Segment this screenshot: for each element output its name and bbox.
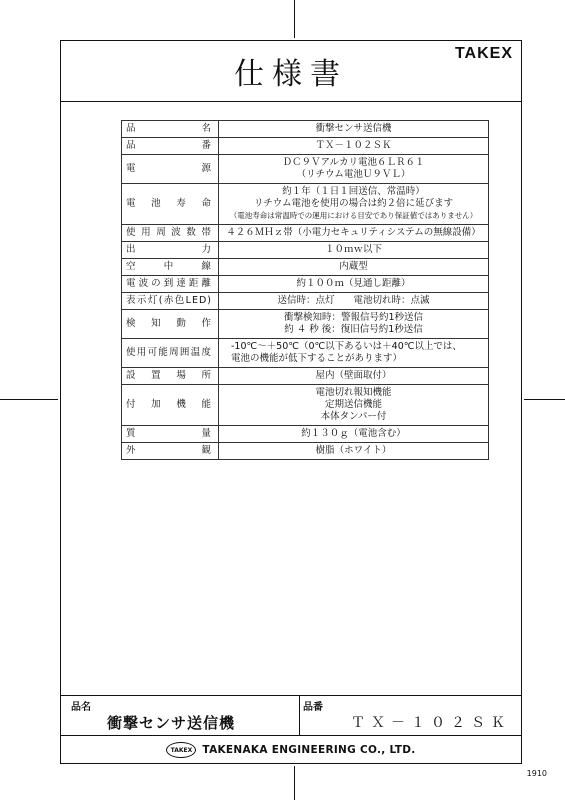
spec-value-line: 送信時：点灯 電池切れ時：点滅 bbox=[277, 295, 430, 306]
spec-label: 設置場所 bbox=[122, 368, 219, 385]
spec-row bbox=[122, 339, 489, 368]
spec-row bbox=[122, 426, 489, 443]
spec-table bbox=[121, 120, 489, 460]
spec-value bbox=[219, 426, 489, 443]
spec-value-line: 電池の機能が低下することがあります） bbox=[231, 353, 403, 364]
spec-row bbox=[122, 225, 489, 242]
product-number-label: 品番 bbox=[303, 702, 323, 713]
spec-row bbox=[122, 368, 489, 385]
spec-row bbox=[122, 293, 489, 310]
brand-logo: TAKEX bbox=[454, 45, 513, 62]
spec-value bbox=[219, 155, 489, 184]
spec-value-line: （リチウム電池Ｕ９ＶＬ） bbox=[296, 169, 411, 180]
spec-label: 品番 bbox=[122, 138, 219, 155]
spec-row bbox=[122, 276, 489, 293]
spec-label: 品名 bbox=[122, 121, 219, 138]
spec-value bbox=[219, 184, 489, 225]
spec-value-line: ＤＣ９Ｖアルカリ電池６ＬＲ６１ bbox=[282, 157, 425, 168]
spec-row bbox=[122, 310, 489, 339]
company-logo-icon: TAKEX bbox=[166, 742, 196, 758]
spec-value-line: 衝撃センサ送信機 bbox=[315, 123, 392, 134]
spec-label: 電池寿命 bbox=[122, 184, 219, 225]
crop-mark-top bbox=[294, 0, 295, 38]
spec-value bbox=[219, 443, 489, 460]
spec-value bbox=[219, 310, 489, 339]
spec-value-line: 内蔵型 bbox=[339, 261, 368, 272]
product-number-value: ＴＸ－１０２ＳＫ bbox=[351, 715, 511, 731]
spec-row bbox=[122, 385, 489, 426]
spec-label: 付加機能 bbox=[122, 385, 219, 426]
crop-mark-left bbox=[0, 399, 58, 400]
spec-label: 空中線 bbox=[122, 259, 219, 276]
spec-value bbox=[219, 138, 489, 155]
spec-label: 使用周波数帯 bbox=[122, 225, 219, 242]
spec-value-line: 約１年（１日１回送信、常温時） bbox=[282, 186, 425, 197]
spec-value bbox=[219, 339, 489, 368]
spec-value-line: -10℃～＋50℃（0℃以下あるいは＋40℃以上では、 bbox=[231, 341, 462, 352]
spec-value bbox=[219, 121, 489, 138]
spec-value-line: 樹脂（ホワイト） bbox=[315, 445, 392, 456]
spec-value-line: 電池切れ報知機能 bbox=[315, 387, 392, 398]
spec-row bbox=[122, 443, 489, 460]
spec-value bbox=[219, 259, 489, 276]
spec-label: 質量 bbox=[122, 426, 219, 443]
spec-value-note: （電池寿命は常温時での運用における目安であり保証値ではありません） bbox=[229, 211, 478, 220]
spec-value-line: 定期送信機能 bbox=[324, 399, 382, 410]
spec-value-line: 衝撃検知時：警報信号約1秒送信 bbox=[283, 312, 424, 323]
spec-value-line: ＴＸ－１０２ＳＫ bbox=[315, 140, 392, 151]
spec-label: 外観 bbox=[122, 443, 219, 460]
product-name-value: 衝撃センサ送信機 bbox=[107, 714, 236, 732]
title-block-divider bbox=[299, 696, 300, 735]
spec-row bbox=[122, 121, 489, 138]
title-block bbox=[61, 695, 521, 765]
spec-row bbox=[122, 138, 489, 155]
spec-label: 表示灯(赤色LED) bbox=[122, 293, 219, 310]
spec-value bbox=[219, 385, 489, 426]
spec-label: 電源 bbox=[122, 155, 219, 184]
page-title: 仕様書 bbox=[234, 57, 348, 92]
company-name: TAKENAKA ENGINEERING CO., LTD. bbox=[202, 744, 416, 756]
spec-value-line: １０ｍｗ以下 bbox=[324, 244, 382, 255]
spec-value-line: 約１００ｍ（見通し距離） bbox=[296, 278, 411, 289]
company-footer bbox=[61, 735, 521, 765]
spec-value bbox=[219, 276, 489, 293]
revision-code: 1910 bbox=[526, 769, 547, 778]
title-band bbox=[61, 41, 521, 102]
spec-value-line: 約 ４ 秒 後：復旧信号約1秒送信 bbox=[284, 324, 423, 335]
spec-value-line: 本体タンパー付 bbox=[320, 411, 387, 422]
spec-label: 検知動作 bbox=[122, 310, 219, 339]
spec-value-line: 屋内（壁面取付） bbox=[315, 370, 392, 381]
spec-value bbox=[219, 368, 489, 385]
spec-row bbox=[122, 184, 489, 225]
spec-row bbox=[122, 259, 489, 276]
spec-value-line: 約１３０ｇ（電池含む） bbox=[301, 428, 406, 439]
spec-label: 出力 bbox=[122, 242, 219, 259]
spec-value bbox=[219, 242, 489, 259]
title-block-row bbox=[61, 695, 521, 736]
crop-mark-right bbox=[524, 399, 565, 400]
spec-value bbox=[219, 225, 489, 242]
spec-label: 使用可能周囲温度 bbox=[122, 339, 219, 368]
spec-row bbox=[122, 155, 489, 184]
spec-value-line: ４２６ＭＨｚ帯（小電力セキュリティシステムの無線設備） bbox=[226, 227, 481, 238]
spec-value bbox=[219, 293, 489, 310]
spec-label: 電波の到達距離 bbox=[122, 276, 219, 293]
product-name-label: 品名 bbox=[71, 702, 91, 713]
spec-row bbox=[122, 242, 489, 259]
spec-value-line: リチウム電池を使用の場合は約２倍に延びます bbox=[253, 198, 454, 209]
crop-mark-bottom bbox=[294, 766, 295, 800]
document-frame bbox=[60, 40, 522, 764]
